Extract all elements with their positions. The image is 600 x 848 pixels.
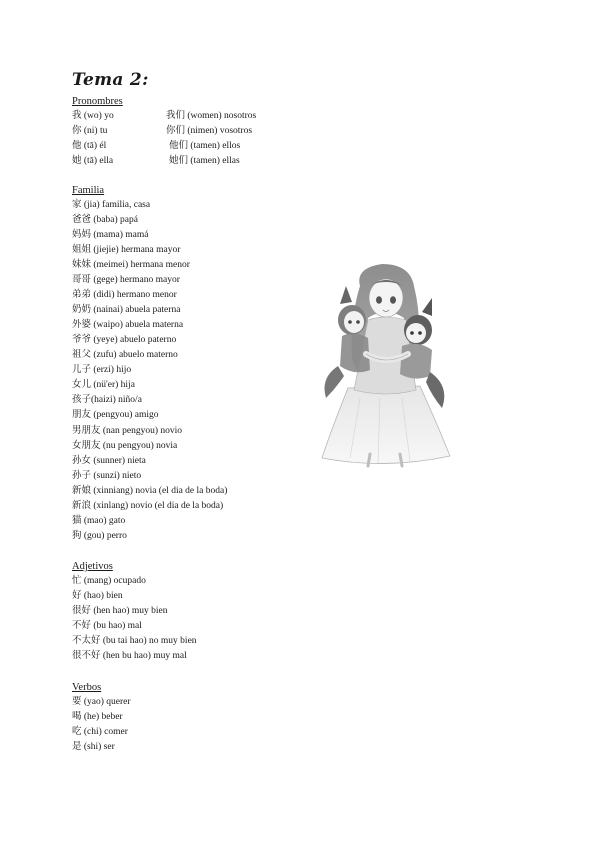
vocab-item: 妹妹 (meimei) hermana menor: [72, 260, 190, 270]
pronoun-right: 她们 (tamen) ellas: [169, 156, 240, 166]
vocab-item: 好 (hao) bien: [72, 591, 123, 601]
vocab-item: 很好 (hen hao) muy bien: [72, 606, 168, 616]
vocab-item: 爷爷 (yeye) abuelo paterno: [72, 335, 177, 345]
pronoun-left: 她 (tā) ella: [72, 156, 114, 166]
vocab-item: 不太好 (bu tai hao) no muy bien: [72, 636, 197, 646]
vocab-item: 吃 (chi) comer: [72, 727, 128, 737]
vocab-item: 孙女 (sunner) nieta: [72, 456, 146, 466]
vocab-item: 外婆 (waipo) abuela materna: [72, 320, 184, 330]
vocab-item: 要 (yao) querer: [72, 697, 131, 707]
vocab-item: 男朋友 (nan pengyou) novio: [72, 426, 183, 436]
vocab-item: 女儿 (nü'er) hija: [72, 380, 135, 390]
vocab-item: 是 (shi) ser: [72, 742, 115, 752]
pronoun-right: 你们 (nimen) vosotros: [166, 126, 253, 136]
vocab-item: 喝 (he) beber: [72, 712, 123, 722]
page-title: Tema 2:: [72, 70, 149, 90]
pronoun-left: 他 (tā) él: [72, 141, 107, 151]
pronoun-right: 我们 (women) nosotros: [166, 111, 257, 121]
vocab-item: 儿子 (erzi) hijo: [72, 365, 132, 375]
vocab-item: 奶奶 (nainai) abuela paterna: [72, 305, 181, 315]
family-illustration: [310, 258, 460, 468]
pronoun-right: 他们 (tamen) ellos: [169, 141, 241, 151]
pronombres-heading: Pronombres: [72, 96, 123, 107]
vocab-item: 很不好 (hen bu hao) muy mal: [72, 651, 187, 661]
vocab-item: 爸爸 (baba) papá: [72, 215, 138, 225]
adjetivos-heading: Adjetivos: [72, 561, 113, 572]
vocab-item: 新浪 (xinlang) novio (el dia de la boda): [72, 501, 224, 511]
vocab-item: 猫 (mao) gato: [72, 516, 126, 526]
vocab-item: 妈妈 (mama) mamá: [72, 230, 149, 240]
vocab-item: 姐姐 (jiejie) hermana mayor: [72, 245, 181, 255]
pronoun-left: 我 (wo) yo: [72, 111, 114, 121]
pronoun-left: 你 (ni) tu: [72, 126, 108, 136]
vocab-item: 新娘 (xinniang) novia (el dia de la boda): [72, 486, 228, 496]
vocab-item: 孩子(haizi) niño/a: [72, 395, 142, 405]
familia-heading: Familia: [72, 185, 105, 196]
vocab-item: 祖父 (zufu) abuelo materno: [72, 350, 178, 360]
vocab-item: 不好 (bu hao) mal: [72, 621, 142, 631]
vocab-item: 忙 (mang) ocupado: [72, 576, 146, 586]
vocab-item: 弟弟 (didi) hermano menor: [72, 290, 177, 300]
vocab-item: 女朋友 (nu pengyou) novia: [72, 441, 178, 451]
vocab-item: 家 (jia) familia, casa: [72, 200, 151, 210]
vocab-item: 朋友 (pengyou) amigo: [72, 410, 159, 420]
vocab-item: 狗 (gou) perro: [72, 531, 127, 541]
verbos-heading: Verbos: [72, 682, 102, 693]
vocab-item: 孙子 (sunzi) nieto: [72, 471, 142, 481]
vocab-item: 哥哥 (gege) hermano mayor: [72, 275, 180, 285]
